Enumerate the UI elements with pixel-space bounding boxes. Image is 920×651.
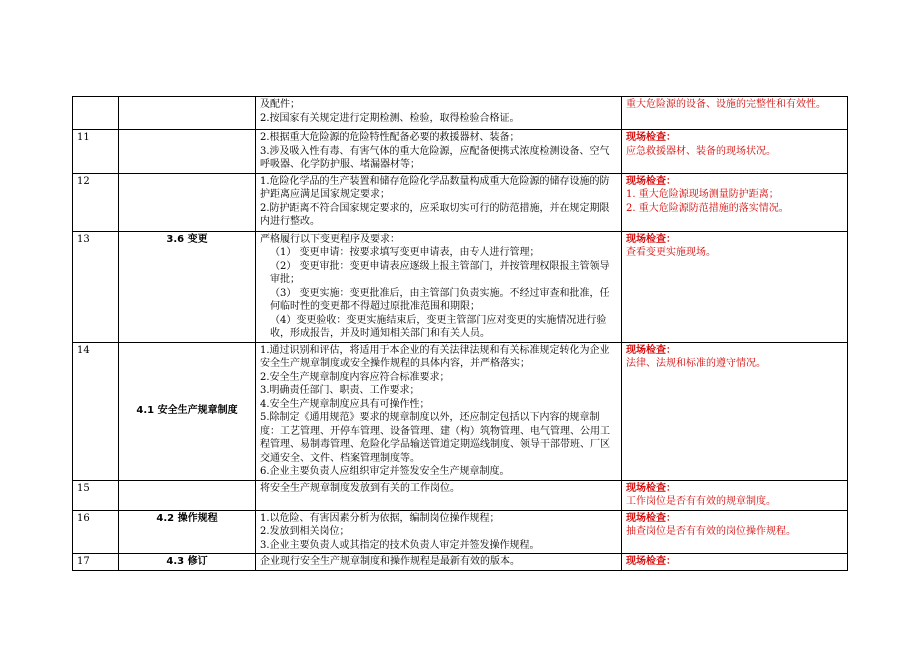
requirement-content <box>256 97 622 130</box>
section-title <box>119 173 256 231</box>
row-number: 14 <box>73 342 119 480</box>
check-line: 查看变更实施现场。 <box>626 247 716 258</box>
section-title: 4.2 操作规程 <box>119 510 256 554</box>
check-line: 应急救援器材、装备的现场状况。 <box>626 145 776 157</box>
requirement-content <box>256 173 622 231</box>
inspection-method <box>622 173 848 231</box>
content-line: 1.通过识别和评估，将适用于本企业的有关法律法规和有关标准规定转化为企业安全生产规章制度或安全操作规程的具体内容，并严格落实； <box>260 344 610 369</box>
check-label: 现场检查： <box>626 512 676 524</box>
content-line: （4）变更验收：变更实施结束后，变更主管部门应对变更的实施情况进行验收，形成报告，并及时通知相关部门和有关人员。 <box>270 314 607 339</box>
check-line: 抽查岗位是否有有效的岗位操作规程。 <box>626 526 796 537</box>
requirement-content <box>256 554 622 571</box>
check-line: 1. 重大危险源现场测量防护距离； <box>626 189 779 200</box>
requirement-content <box>256 342 622 480</box>
requirement-content <box>256 510 622 554</box>
requirement-content <box>256 130 622 174</box>
content-line: 5.除制定《通用规范》要求的规章制度以外，还应制定包括以下内容的规章制度：工艺管理、开停车管理、设备管理、建（构）筑物管理、电气管理、公用工程管理、易制毒管理、危险化学品输送管道定期巡线制度、领导干部带班、厂区交通安全、文件、档案管理制度等。 <box>260 412 610 464</box>
content-line: 企业现行安全生产规章制度和操作规程是最新有效的版本。 <box>260 556 520 567</box>
safety-standard-table <box>72 96 848 571</box>
inspection-method <box>622 510 848 554</box>
content-line: （2） 变更审批：变更申请表应逐级上报主管部门，并按管理权限报主管领导审批； <box>270 260 610 285</box>
content-line: 2.安全生产规章制度内容应符合标准要求； <box>260 371 450 383</box>
content-line: 3.明确责任部门、职责、工作要求； <box>260 385 420 396</box>
check-label: 现场检查： <box>626 344 676 356</box>
check-label: 现场检查： <box>626 175 676 187</box>
row-number <box>73 97 119 130</box>
section-title: 3.6 变更 <box>119 231 256 342</box>
check-label: 现场检查： <box>626 132 676 143</box>
check-label: 现场检查： <box>626 233 676 245</box>
content-line: （3） 变更实施：变更批准后，由主管部门负责实施。不经过审查和批准，任何临时性的变更都不得超过原批准范围和期限； <box>270 287 610 312</box>
check-line: 法律、法规和标准的遵守情况。 <box>626 358 766 369</box>
content-line: 2.按国家有关规定进行定期检测、检验，取得检验合格证。 <box>260 112 520 124</box>
content-line: 4.安全生产规章制度应具有可操作性； <box>260 398 430 410</box>
check-label: 现场检查： <box>626 556 676 567</box>
table-row <box>73 342 848 480</box>
section-title: 4.3 修订 <box>119 554 256 571</box>
content-line: 将安全生产规章制度发放到有关的工作岗位。 <box>260 482 460 494</box>
content-line: 3.企业主要负责人或其指定的技术负责人审定并签发操作规程。 <box>260 539 540 551</box>
check-line: 2. 重大危险源防范措施的落实情况。 <box>626 202 789 214</box>
content-line: 2.发放到相关岗位； <box>260 526 350 537</box>
row-number: 17 <box>73 554 119 571</box>
content-line: 2.根据重大危险源的危险特性配备必要的救援器材、装备； <box>260 132 520 143</box>
table-row <box>73 130 848 174</box>
table-row <box>73 510 848 554</box>
content-line: 1.以危险、有害因素分析为依据，编制岗位操作规程； <box>260 512 500 524</box>
content-line: （1） 变更申请：按要求填写变更申请表，由专人进行管理； <box>270 247 540 258</box>
inspection-method <box>622 342 848 480</box>
inspection-method <box>622 130 848 174</box>
section-title <box>119 480 256 510</box>
standard-table-page <box>72 96 847 571</box>
row-number: 11 <box>73 130 119 174</box>
requirement-content <box>256 480 622 510</box>
table-row <box>73 480 848 510</box>
row-number: 13 <box>73 231 119 342</box>
content-line: 1.危险化学品的生产装置和储存危险化学品数量构成重大危险源的储存设施的防护距离应满足国家规定要求； <box>260 175 610 200</box>
row-number: 12 <box>73 173 119 231</box>
content-line: 严格履行以下变更程序及要求： <box>260 233 400 245</box>
inspection-method <box>622 480 848 510</box>
row-number: 15 <box>73 480 119 510</box>
content-line: 6.企业主要负责人应组织审定并签发安全生产规章制度。 <box>260 466 510 477</box>
check-label: 现场检查： <box>626 482 676 494</box>
check-line: 工作岗位是否有有效的规章制度。 <box>626 496 776 507</box>
content-line: 3.涉及吸入性有毒、有害气体的重大危险源，应配备便携式浓度检测设备、空气呼吸器、化学防护服、堵漏器材等； <box>260 145 610 170</box>
table-row <box>73 173 848 231</box>
inspection-method <box>622 554 848 571</box>
table-row <box>73 97 848 130</box>
content-line: 2.防护距离不符合国家规定要求的，应采取切实可行的防范措施，并在规定期限内进行整改。 <box>260 202 610 227</box>
table-row <box>73 554 848 571</box>
section-title <box>119 97 256 130</box>
row-number: 16 <box>73 510 119 554</box>
table-row <box>73 231 848 342</box>
inspection-method <box>622 97 848 130</box>
requirement-content <box>256 231 622 342</box>
section-title <box>119 130 256 174</box>
section-title: 4.1 安全生产规章制度 <box>119 342 256 480</box>
check-line: 重大危险源的设备、设施的完整性和有效性。 <box>626 99 826 110</box>
content-line: 及配件； <box>260 99 300 110</box>
inspection-method <box>622 231 848 342</box>
